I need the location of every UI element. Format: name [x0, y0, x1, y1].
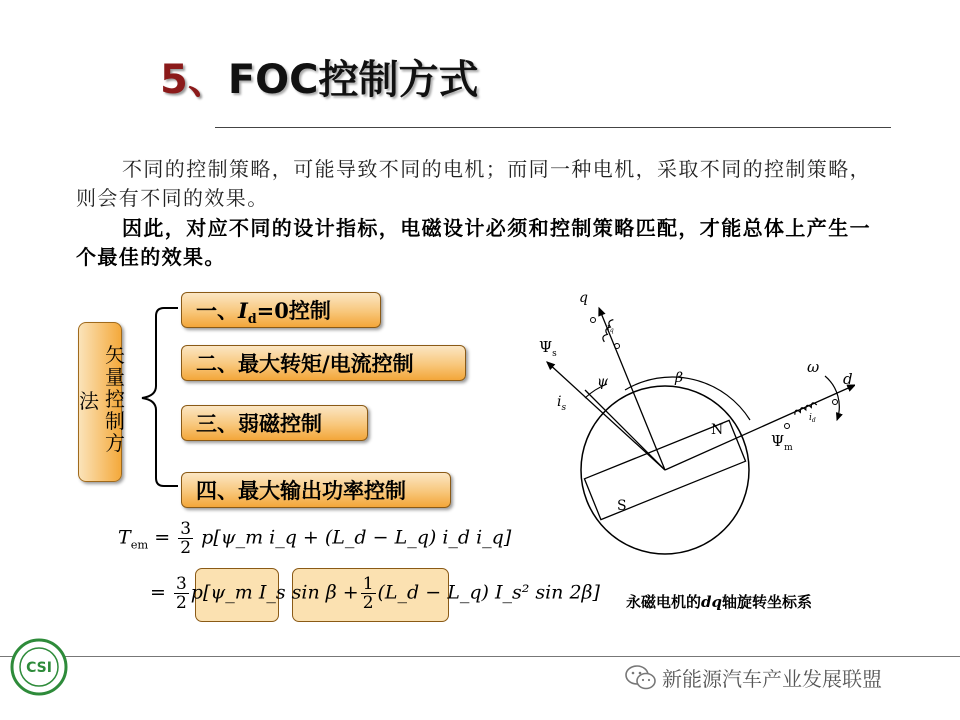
- paragraph-1: [76, 155, 876, 213]
- option-flux-weakening: 三、弱磁控制: [181, 405, 368, 441]
- wechat-icon: [624, 664, 658, 692]
- eq-sign: =: [154, 526, 171, 549]
- option-max-output-power: 四、最大输出功率控制: [181, 472, 451, 508]
- category-char: 制: [105, 409, 125, 433]
- category-col-left: 法: [79, 389, 99, 413]
- frac-num: 3: [175, 574, 187, 594]
- opt1-suffix: =0控制: [256, 298, 331, 323]
- option-id-zero-control: [181, 292, 381, 328]
- title-divider: [215, 127, 891, 128]
- option-max-torque-current: 二、最大转矩/电流控制: [181, 345, 466, 381]
- footer-brand: 新能源汽车产业发展联盟: [662, 667, 882, 691]
- d-label: d: [843, 370, 853, 388]
- fraction-1-2: [361, 575, 376, 612]
- category-col-right: [104, 344, 126, 454]
- half-num: 1: [362, 574, 374, 594]
- frac-den: 2: [180, 538, 192, 558]
- opt1-prefix: 一、: [196, 298, 238, 323]
- north-pole-label: N: [711, 422, 724, 438]
- frac-den: 2: [175, 593, 187, 613]
- iq-label: $i_q$: [607, 323, 614, 334]
- id-label: $i_d$: [809, 413, 816, 424]
- diagram-caption: [626, 591, 812, 612]
- eq-line2-term2: (L_d − L_q) I_s² sin 2β]: [377, 581, 600, 604]
- is-vector: [585, 390, 665, 470]
- is-label: $i_s$: [557, 394, 567, 413]
- eq-sign: =: [150, 581, 166, 604]
- category-char: 控: [105, 387, 125, 411]
- paragraph-1-text: 不同的控制策略，可能导致不同的电机；而同一种电机，采取不同的控制策略，则会有不同的效果。: [76, 157, 871, 210]
- eq-plus: +: [342, 581, 359, 604]
- caption-dq: dq: [701, 593, 722, 611]
- dq-rotating-frame-diagram: [525, 280, 855, 580]
- paragraph-2: [76, 214, 876, 272]
- d-axis: [665, 385, 855, 470]
- eq-line1-body: p[ψ_m i_q + (L_d − L_q) i_d i_q]: [201, 526, 512, 549]
- footer-divider: [0, 656, 960, 657]
- eq-line2-term1: p[ψ_m I_s sin β: [190, 581, 337, 604]
- eq-lhs-sub: em: [130, 537, 149, 552]
- beta-label: β: [675, 370, 684, 386]
- title-number: 5、: [160, 57, 228, 103]
- torque-equation-line-1: [118, 520, 511, 557]
- omega-label: ω: [807, 358, 820, 376]
- psi-angle-label: ψ: [597, 374, 608, 390]
- opt1-sub: d: [247, 311, 257, 327]
- psi-m-label: $\Psi_m$: [771, 432, 793, 453]
- category-char: 矢: [105, 343, 125, 367]
- caption-suffix: 轴旋转坐标系: [722, 593, 813, 611]
- fraction-3-2: [178, 520, 193, 557]
- half-den: 2: [362, 593, 374, 613]
- beta-arc: [625, 377, 750, 420]
- frac-num: 3: [180, 519, 192, 539]
- paragraph-2-text: 因此，对应不同的设计指标，电磁设计必须和控制策略匹配，才能总体上产生一个最佳的效果。: [76, 216, 871, 269]
- opt1-var: I: [238, 298, 248, 323]
- category-char: 方: [105, 431, 125, 455]
- svg-text:CSI: CSI: [26, 660, 52, 676]
- csi-logo: [10, 638, 68, 696]
- south-pole-label: S: [617, 498, 627, 514]
- title-text: FOC控制方式: [227, 57, 479, 103]
- psi-s-label: $\Psi_s$: [539, 338, 557, 359]
- brace: [132, 300, 182, 492]
- page-title: [160, 48, 479, 105]
- fraction-3-2: [174, 575, 189, 612]
- eq-lhs: T: [118, 526, 131, 549]
- category-char: 量: [105, 365, 125, 389]
- q-label: q: [579, 290, 588, 306]
- torque-equation-line-2: [150, 575, 600, 612]
- caption-prefix: 永磁电机的: [626, 593, 702, 611]
